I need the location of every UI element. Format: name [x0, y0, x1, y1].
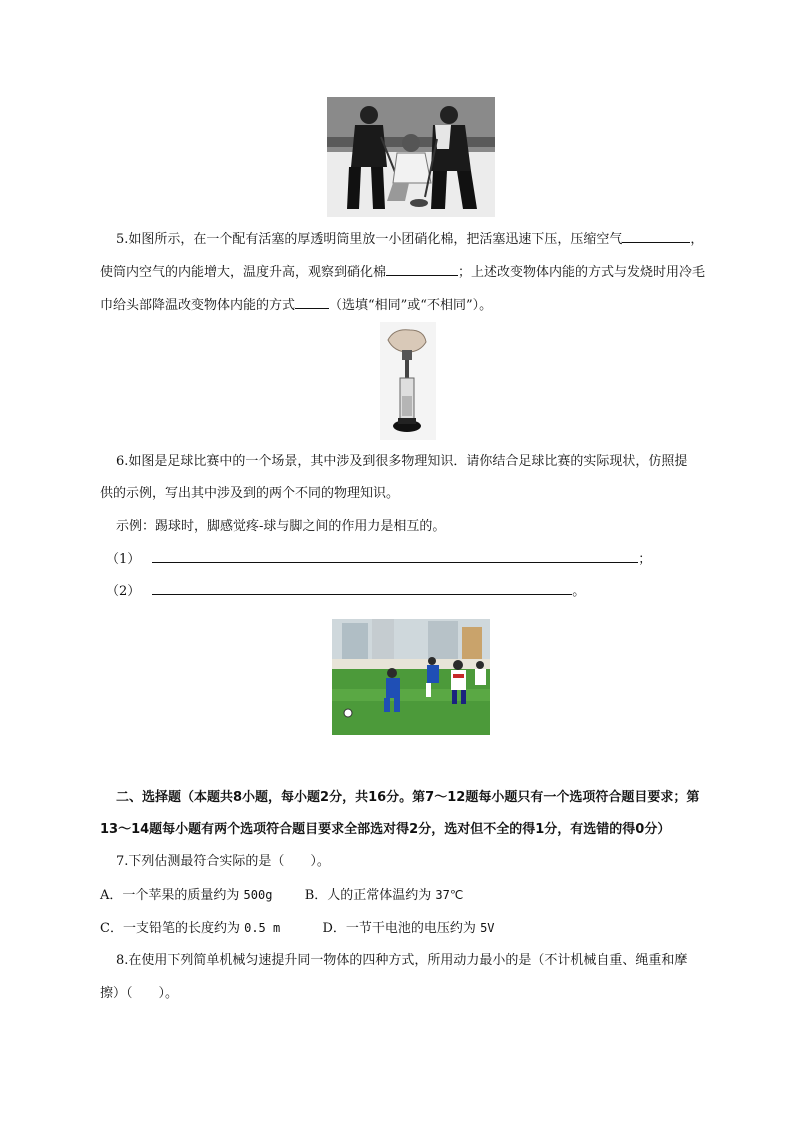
- q5-line-2: 使筒内空气的内能增大，温度升高，观察到硝化棉 ；上述改变物体内能的方式与发烧时用冷毛: [100, 261, 705, 283]
- section-2-heading: 二、选择题（本题共8小题，每小题2分，共16分。第7～12题每小题只有一个选项符合题目要求；第: [116, 790, 700, 805]
- q6-line-2: 供的示例，写出其中涉及到的两个不同的物理知识。: [100, 486, 400, 501]
- football-match-photo: [332, 619, 490, 735]
- q7-options-cd: [100, 918, 495, 939]
- q5-line-3: 巾给头部降温改变物体内能的方式 （选填“相同”或“不相同”）。: [100, 294, 492, 316]
- q5-blank-1[interactable]: [622, 228, 690, 243]
- q6-item-1: （1） ；: [106, 548, 651, 570]
- curling-photo-drawing: [327, 97, 495, 217]
- q7-option-d[interactable]: D．一节干电池的电压约为 5V: [322, 921, 495, 936]
- section-2-heading-cont: 13～14题每小题有两个选项符合题目要求全部选对得2分，选对但不全的得1分，有选错的得0分）: [100, 822, 671, 837]
- q5-blank-2[interactable]: [386, 261, 458, 276]
- q7-option-c[interactable]: C．一支铅笔的长度约为 0.5 m: [100, 921, 281, 936]
- curling-photo: [327, 97, 495, 217]
- q5-text: 5.如图所示，在一个配有活塞的厚透明筒里放一小团硝化棉，把活塞迅速下压，压缩空气: [116, 232, 623, 247]
- q7-option-b[interactable]: B．人的正常体温约为 37℃: [304, 888, 464, 903]
- q6-answer-1-blank[interactable]: [152, 548, 638, 563]
- q7-option-a[interactable]: A．一个苹果的质量约为 500g: [100, 888, 273, 903]
- q6-answer-2-blank[interactable]: [152, 580, 572, 595]
- football-drawing: [332, 619, 490, 735]
- q6-line-1: 6.如图是足球比赛中的一个场景，其中涉及到很多物理知识．请你结合足球比赛的实际现状，仿照提: [116, 454, 688, 469]
- q7-options-ab: [100, 885, 463, 906]
- q7-stem: 7.下列估测最符合实际的是（ ）。: [116, 854, 330, 869]
- q8-stem-line-2: 擦）（ ）。: [100, 986, 179, 1001]
- q6-example: 示例：踢球时，脚感觉疼-球与脚之间的作用力是相互的。: [116, 519, 446, 534]
- q5-blank-3[interactable]: [295, 294, 329, 309]
- q6-item-2: （2） 。: [106, 580, 585, 602]
- piston-drawing: [380, 322, 436, 440]
- q8-stem-line-1: 8.在使用下列简单机械匀速提升同一物体的四种方式，所用动力最小的是（不计机械自重、绳重和摩: [116, 953, 688, 968]
- piston-cylinder-figure: [380, 322, 436, 440]
- q5-line-1: 5.如图所示，在一个配有活塞的厚透明筒里放一小团硝化棉，把活塞迅速下压，压缩空气 ，: [116, 228, 703, 250]
